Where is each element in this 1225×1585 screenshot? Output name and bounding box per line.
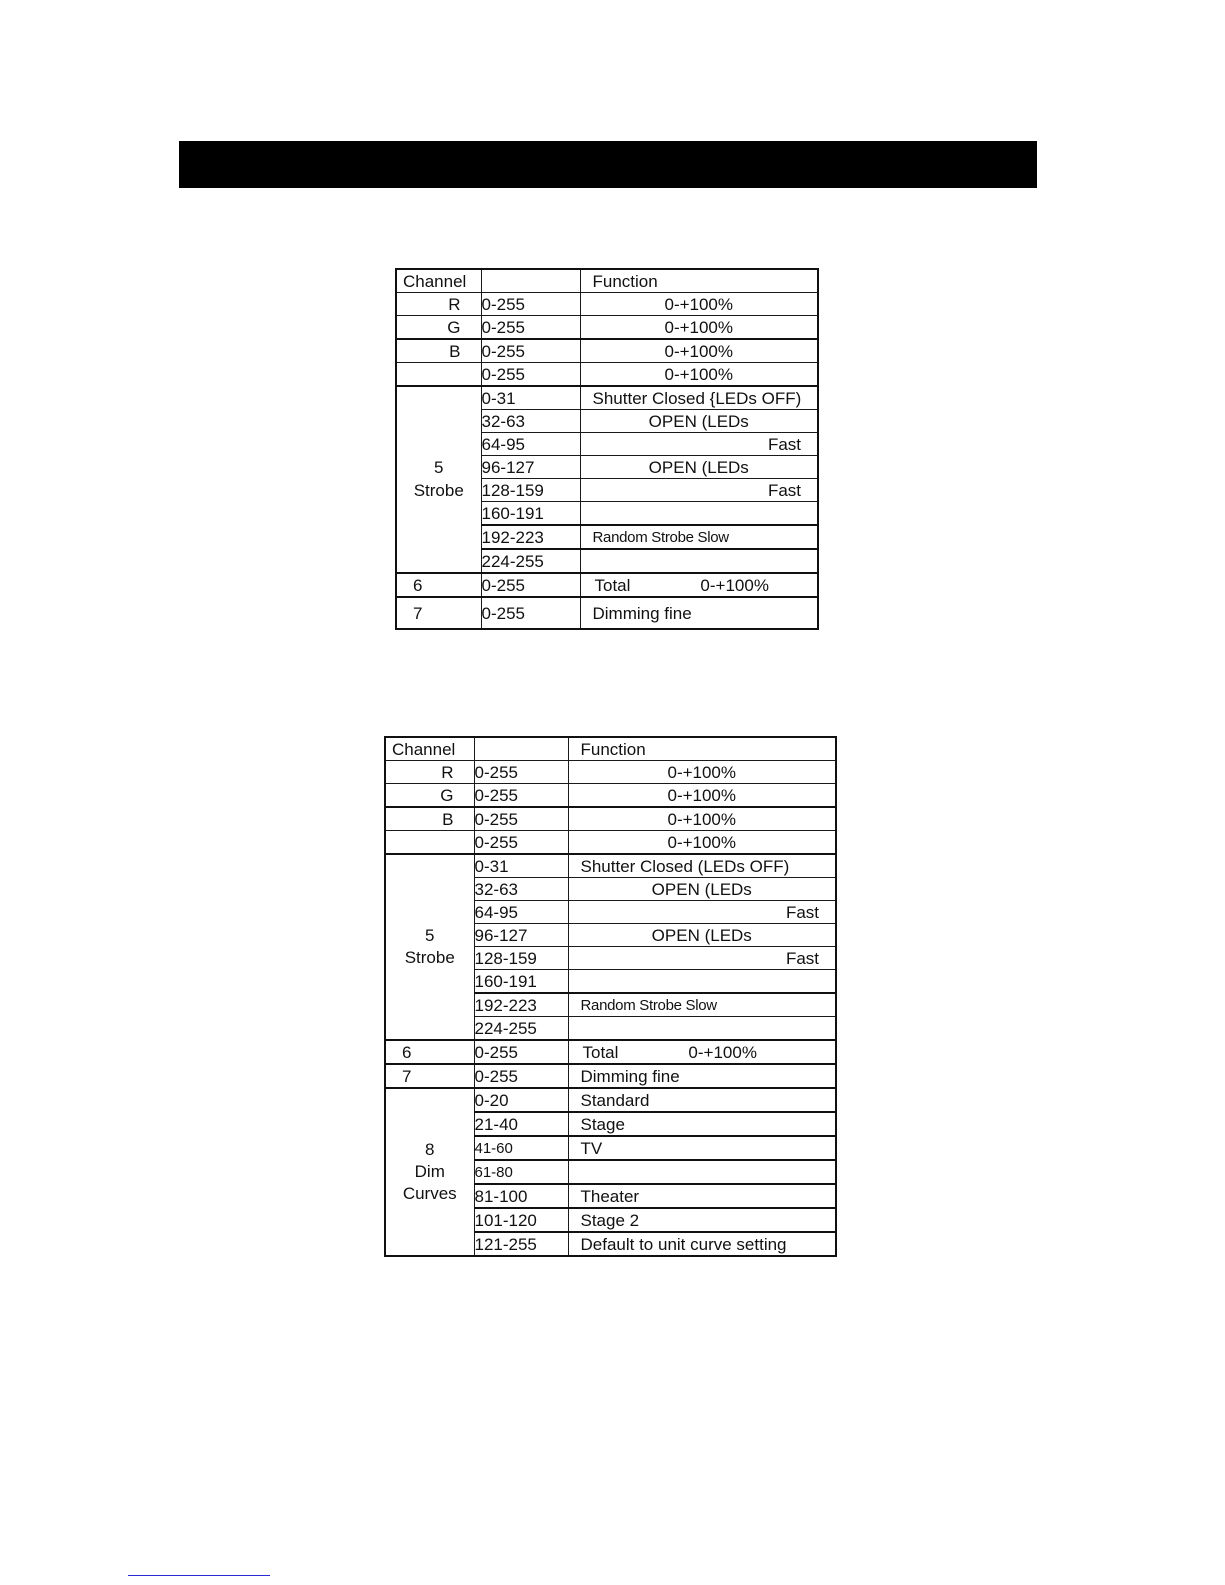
channel-cell: B	[385, 807, 474, 831]
function-cell: 0-+100%	[568, 784, 836, 808]
function-cell: 0-+100%	[568, 831, 836, 855]
function-cell: OPEN (LEDs	[580, 410, 818, 433]
value-cell: 32-63	[474, 878, 568, 901]
function-cell: Fast	[580, 433, 818, 456]
value-cell: 0-31	[481, 386, 580, 410]
channel-cell: R	[396, 293, 481, 316]
value-cell: 0-255	[474, 807, 568, 831]
function-cell: Fast	[568, 947, 836, 970]
value-cell: 0-255	[474, 761, 568, 784]
strobe-channel-number: 5	[425, 925, 435, 945]
value-cell: 81-100	[474, 1184, 568, 1208]
table-row	[396, 316, 818, 340]
value-cell: 224-255	[481, 549, 580, 573]
function-cell: 0-+100%	[568, 761, 836, 784]
value-cell: 0-255	[481, 293, 580, 316]
function-cell: Shutter Closed {LEDs OFF)	[580, 386, 818, 410]
function-range: 0-+100%	[688, 1042, 757, 1062]
function-cell: 0-+100%	[580, 339, 818, 363]
value-cell: 61-80	[474, 1160, 568, 1184]
table-row	[385, 761, 836, 784]
header-value	[481, 269, 580, 293]
value-cell: 192-223	[481, 525, 580, 549]
value-cell: 64-95	[474, 901, 568, 924]
value-cell: 128-159	[474, 947, 568, 970]
function-cell: 0-+100%	[580, 293, 818, 316]
channel-cell	[396, 363, 481, 387]
header-function: Function	[568, 737, 836, 761]
strobe-channel-number: 5	[434, 458, 444, 478]
table-row	[396, 293, 818, 316]
table-row	[396, 363, 818, 387]
value-cell: 96-127	[481, 456, 580, 479]
channel-cell: G	[396, 316, 481, 340]
table-row	[396, 339, 818, 363]
channel-cell: 7	[385, 1064, 474, 1088]
channel-cell: 6	[385, 1040, 474, 1064]
function-cell: Shutter Closed (LEDs OFF)	[568, 854, 836, 878]
dim-curves-name-line1: Dim	[414, 1161, 445, 1181]
value-cell: 0-255	[481, 573, 580, 597]
function-cell: OPEN (LEDs	[568, 924, 836, 947]
function-cell: 0-+100%	[568, 807, 836, 831]
function-cell: OPEN (LEDs	[580, 456, 818, 479]
strobe-channel-name: Strobe	[404, 948, 455, 967]
value-cell: 96-127	[474, 924, 568, 947]
value-cell: 41-60	[474, 1136, 568, 1160]
value-cell: 0-255	[481, 597, 580, 629]
function-cell	[580, 502, 818, 526]
table-row	[396, 597, 818, 629]
dmx-channel-table-7ch	[395, 268, 819, 630]
channel-cell: 7	[396, 597, 481, 629]
table-row	[396, 386, 818, 410]
function-cell: Standard	[568, 1088, 836, 1112]
dmx-channel-table-8ch	[384, 736, 837, 1257]
section-header-bar	[179, 141, 1037, 188]
function-label: Total	[582, 1042, 619, 1062]
function-cell: Random Strobe Slow	[568, 993, 836, 1017]
table-header-row	[396, 269, 818, 293]
function-cell: OPEN (LEDs	[568, 878, 836, 901]
value-cell: 224-255	[474, 1017, 568, 1041]
table-row	[385, 1088, 836, 1112]
table-row	[385, 854, 836, 878]
value-cell: 128-159	[481, 479, 580, 502]
channel-cell: R	[385, 761, 474, 784]
value-cell: 101-120	[474, 1208, 568, 1232]
function-cell: Fast	[580, 479, 818, 502]
value-cell: 32-63	[481, 410, 580, 433]
strobe-channel-name: Strobe	[413, 480, 464, 500]
dim-curves-name-line2: Curves	[402, 1184, 457, 1204]
table-header-row	[385, 737, 836, 761]
table-row	[385, 831, 836, 855]
value-cell: 192-223	[474, 993, 568, 1017]
value-cell: 0-255	[474, 1040, 568, 1064]
dim-curves-channel-number: 8	[425, 1139, 435, 1159]
function-cell	[568, 970, 836, 994]
value-cell: 0-255	[481, 363, 580, 387]
value-cell: 121-255	[474, 1232, 568, 1256]
function-cell: Dimming fine	[568, 1064, 836, 1088]
function-cell	[568, 1017, 836, 1041]
function-range: 0-+100%	[700, 575, 769, 595]
value-cell: 0-255	[474, 831, 568, 855]
function-cell: TV	[568, 1136, 836, 1160]
function-cell: 0-+100%	[580, 363, 818, 387]
function-cell: 0-+100%	[580, 316, 818, 340]
function-cell: Stage	[568, 1112, 836, 1136]
function-cell: Stage 2	[568, 1208, 836, 1232]
value-cell: 64-95	[481, 433, 580, 456]
function-cell	[580, 549, 818, 573]
channel-cell	[385, 831, 474, 855]
strobe-channel-cell	[385, 854, 474, 1040]
function-label: Total	[594, 575, 631, 595]
function-cell	[568, 1040, 836, 1064]
channel-cell: G	[385, 784, 474, 808]
table-row	[385, 1040, 836, 1064]
function-cell	[568, 1160, 836, 1184]
strobe-channel-cell	[396, 386, 481, 573]
channel-cell: B	[396, 339, 481, 363]
value-cell: 0-255	[481, 339, 580, 363]
value-cell: 0-255	[474, 1064, 568, 1088]
table-row	[385, 807, 836, 831]
value-cell: 160-191	[481, 502, 580, 526]
value-cell: 21-40	[474, 1112, 568, 1136]
table-row	[385, 784, 836, 808]
function-cell: Fast	[568, 901, 836, 924]
function-cell: Dimming fine	[580, 597, 818, 629]
value-cell: 0-255	[474, 784, 568, 808]
value-cell: 0-255	[481, 316, 580, 340]
header-value	[474, 737, 568, 761]
function-cell: Theater	[568, 1184, 836, 1208]
header-channel: Channel	[396, 269, 481, 293]
footer-link-underline[interactable]	[128, 1575, 270, 1576]
value-cell: 0-31	[474, 854, 568, 878]
table-row	[385, 1064, 836, 1088]
table-row	[396, 573, 818, 597]
function-cell	[580, 573, 818, 597]
value-cell: 0-20	[474, 1088, 568, 1112]
channel-cell: 6	[396, 573, 481, 597]
header-channel: Channel	[385, 737, 474, 761]
dim-curves-channel-cell	[385, 1088, 474, 1256]
function-cell: Default to unit curve setting	[568, 1232, 836, 1256]
function-cell: Random Strobe Slow	[580, 525, 818, 549]
header-function: Function	[580, 269, 818, 293]
value-cell: 160-191	[474, 970, 568, 994]
